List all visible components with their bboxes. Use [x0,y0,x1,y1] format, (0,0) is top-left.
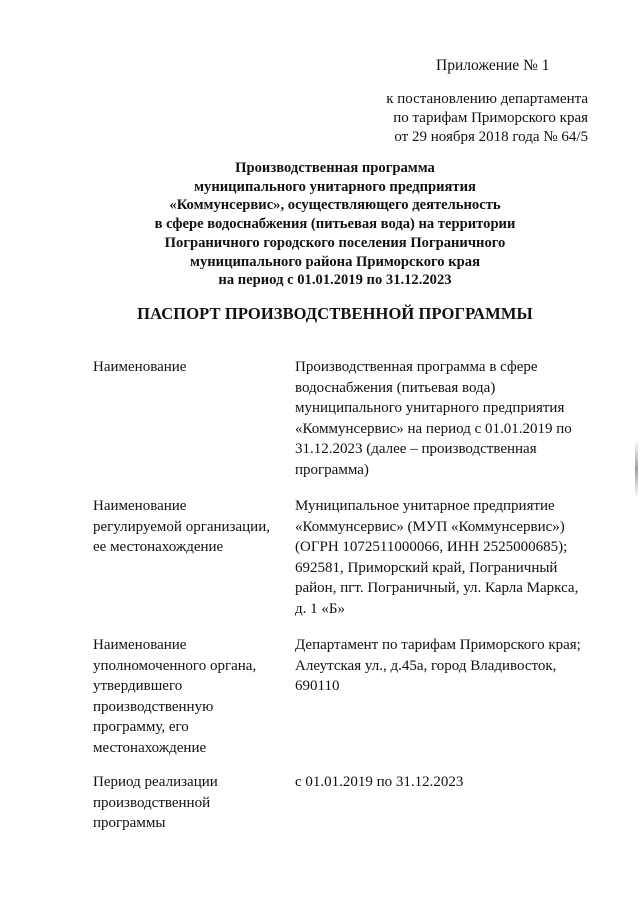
label-line: уполномоченного органа, [93,657,257,674]
value-line: Алеутская ул., д.45а, город Владивосток, [295,657,557,674]
passport-row-value [295,635,600,697]
value-line: Производственная программа в сфере [295,359,538,375]
appendix-reference-line: от 29 ноября 2018 года № 64/5 [394,129,588,145]
value-line: Департамент по тарифам Приморского края; [295,637,581,653]
label-line: Наименование [93,498,187,514]
label-line: производственную [93,698,214,715]
appendix-reference-line: по тарифам Приморского края [393,110,588,126]
value-line: водоснабжения (питьевая вода) [295,379,496,396]
passport-row-label [93,496,288,558]
value-line: 31.12.2023 (далее – производственная [295,441,537,457]
program-title-line: муниципального унитарного предприятия [194,178,476,195]
label-line: местонахождение [93,739,207,756]
program-title-line: Производственная программа [235,160,435,176]
passport-row-value [295,772,600,793]
appendix-reference-line: к постановлению департамента [386,91,588,107]
label-line: производственной [93,794,211,811]
label-line: программу, его [93,719,189,735]
value-line: с 01.01.2019 по 31.12.2023 [295,774,464,790]
passport-row-label [93,357,288,378]
value-line: программа) [295,461,369,478]
program-title-line: муниципального района Приморского края [190,253,480,270]
passport-heading: ПАСПОРТ ПРОИЗВОДСТВЕННОЙ ПРОГРАММЫ [137,304,533,323]
label-line: Наименование [93,359,187,375]
appendix-reference [348,90,588,147]
passport-row-label [93,772,288,834]
value-line: Муниципальное унитарное предприятие [295,498,555,514]
label-line: ее местонахождение [93,539,224,555]
label-line: регулируемой организации, [93,518,270,535]
value-line: «Коммунсервис» (МУП «Коммунсервис») [295,518,565,535]
value-line: «Коммунсервис» на период с 01.01.2019 по [295,420,572,437]
value-line: муниципального унитарного предприятия [295,400,565,416]
value-line: (ОГРН 1072511000066, ИНН 2525000685); [295,539,568,555]
value-line: 692581, Приморский край, Пограничный [295,559,558,576]
appendix-number: Приложение № 1 [436,57,550,74]
program-title [60,159,610,290]
value-line: район, пгт. Пограничный, ул. Карла Маркса, [295,580,579,596]
program-title-line: Пограничного городского поселения Пограничного [164,234,506,251]
program-title-line: в сфере водоснабжения (питьевая вода) на территории [154,216,516,233]
program-title-line: на период с 01.01.2019 по 31.12.2023 [218,272,452,289]
scan-edge-mark [635,440,638,498]
passport-row-value [295,496,600,619]
passport-row-value [295,357,600,480]
label-line: Наименование [93,637,187,653]
value-line: д. 1 «Б» [295,600,345,617]
label-line: Период реализации [93,774,218,790]
program-title-line: «Коммунсервис», осуществляющего деятельность [169,197,501,214]
passport-row-label [93,635,288,758]
label-line: программы [93,815,166,831]
value-line: 690110 [295,678,340,694]
label-line: утвердившего [93,678,183,694]
